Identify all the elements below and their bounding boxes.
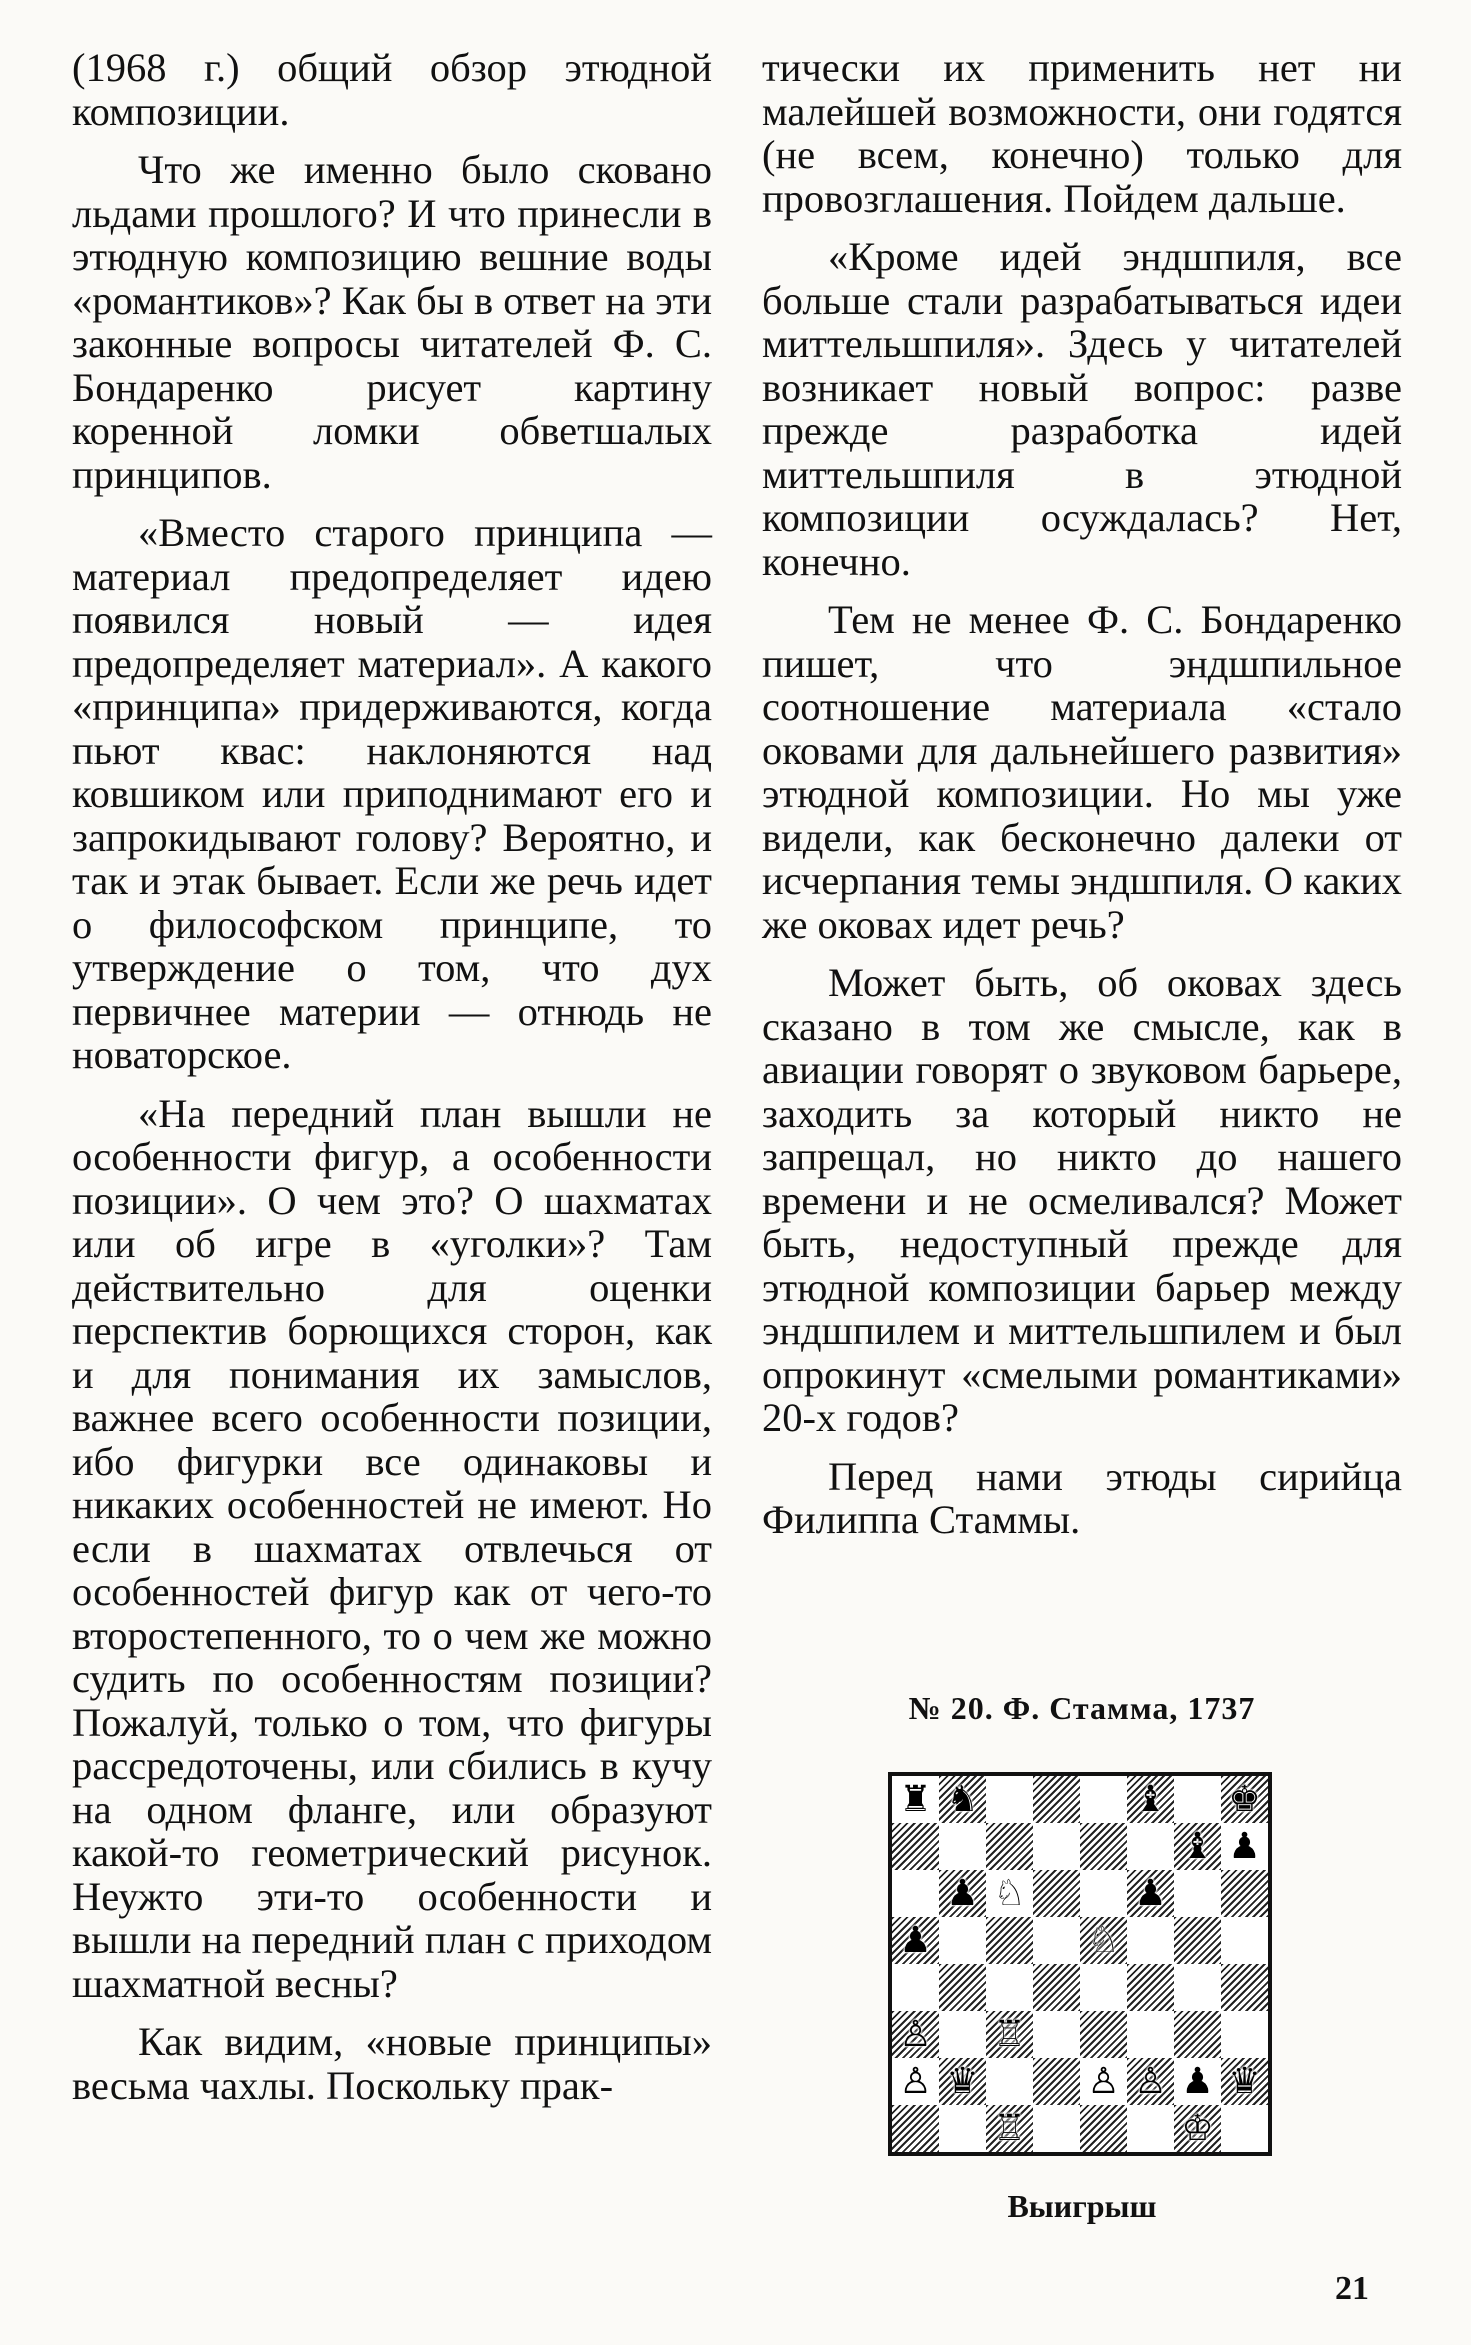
- board-square: [1033, 1917, 1080, 1964]
- board-square: [1080, 1823, 1127, 1870]
- board-square: [986, 2058, 1033, 2105]
- board-square: [1033, 1823, 1080, 1870]
- page-number: 21: [1335, 2270, 1369, 2307]
- paragraph: Перед нами этюды сирийца Филиппа Стаммы.: [762, 1453, 1402, 1542]
- board-square: [1221, 1964, 1268, 2011]
- chess-piece: ♖: [993, 2013, 1026, 2055]
- paragraph: тически их применить нет ни малейшей возможности, они годятся (не всем, конечно) только для провозглашения. Пойдем дальше.: [762, 45, 1402, 221]
- board-square: [1174, 2105, 1221, 2152]
- board-square: [1174, 2011, 1221, 2058]
- chess-piece: ♚: [1228, 1778, 1261, 1820]
- diagram-title: № 20. Ф. Стамма, 1737: [908, 1690, 1256, 1726]
- paragraph: (1968 г.) общий обзор этюдной композиции.: [72, 45, 712, 134]
- paragraph: Тем не менее Ф. С. Бондаренко пишет, что эндшпильное соотношение материала «стало оковами для дальнейшего развития» этюдной композиции. Но мы уже видели, как бесконечно далеки от исчерпания темы эндшпиля. О каких же оковах идет речь?: [762, 597, 1402, 947]
- chess-piece: ♙: [1087, 2060, 1120, 2102]
- board-square: [986, 2105, 1033, 2152]
- board-square: [1174, 2058, 1221, 2105]
- chess-piece: ♖: [993, 2107, 1026, 2149]
- board-square: [892, 2011, 939, 2058]
- board-square: [939, 1964, 986, 2011]
- board-square: [892, 2105, 939, 2152]
- board-square: [1127, 2011, 1174, 2058]
- chess-piece: ♛: [1228, 2060, 1261, 2102]
- board-square: [1127, 2058, 1174, 2105]
- board-square: [986, 1917, 1033, 1964]
- board-square: [1033, 2105, 1080, 2152]
- chess-piece: ♙: [899, 2013, 932, 2055]
- chess-piece: ♞: [946, 1778, 979, 1820]
- chess-piece: ♝: [1181, 1825, 1214, 1867]
- board-square: [1127, 1776, 1174, 1823]
- chess-piece: ♛: [946, 2060, 979, 2102]
- diagram-verdict: Выигрыш: [1007, 2188, 1157, 2224]
- board-square: [939, 1870, 986, 1917]
- paragraph: Может быть, об оковах здесь сказано в том же смысле, как в авиации говорят о звуковом барьере, заходить за который никто не запрещал, но никто до нашего времени и не осмеливался? Может быть, недоступный прежде для этюдной композиции барьер между эндшпилем и миттельшпилем и был опрокинут «смелыми романтиками» 20-х годов?: [762, 960, 1402, 1440]
- board-square: [1127, 1964, 1174, 2011]
- board-square: [892, 1964, 939, 2011]
- chess-piece: ♘: [993, 1872, 1026, 1914]
- board-square: [986, 1964, 1033, 2011]
- board-square: [1080, 2105, 1127, 2152]
- board-square: [986, 1823, 1033, 1870]
- board-square: [939, 2058, 986, 2105]
- board-square: [939, 2011, 986, 2058]
- board-square: [1174, 1917, 1221, 1964]
- board-square: [892, 1776, 939, 1823]
- board-square: [1080, 1964, 1127, 2011]
- chess-diagram: [888, 1772, 1272, 2156]
- board-square: [939, 1776, 986, 1823]
- chess-piece: ♟: [946, 1872, 979, 1914]
- board-square: [1080, 1917, 1127, 1964]
- paragraph: «На передний план вышли не особенности фигур, а особенности позиции». О чем это? О шахматах или об игре в «уголки»? Там действительно для оценки перспектив борющихся сторон, как и для понимания их замыслов, важнее всего особенности позиции, ибо фигурки все одинаковы и никаких особенностей не имеют. Но если в шахматах отвлечься от особенностей фигур как от чего-то второстепенного, то о чем же можно судить по особенностям позиции? Пожалуй, только о том, что фигуры рассредоточены, или сбились в кучу на одном фланге, или образуют какой-то геометрический рисунок. Неужто эти-то особенности и вышли на передний план с приходом шахматной весны?: [72, 1090, 712, 2006]
- board-square: [1080, 2058, 1127, 2105]
- paragraph: «Кроме идей эндшпиля, все больше стали разрабатываться идеи миттельшпиля». Здесь у читателей возникает новый вопрос: разве прежде разработка идей миттельшпиля в этюдной композиции осуждалась? Нет, конечно.: [762, 234, 1402, 584]
- board-square: [1174, 1870, 1221, 1917]
- board-square: [939, 1917, 986, 1964]
- left-column: [72, 46, 712, 2122]
- board-square: [1221, 1823, 1268, 1870]
- board-square: [1221, 1870, 1268, 1917]
- board-square: [1080, 2011, 1127, 2058]
- paragraph: Что же именно было сковано льдами прошлого? И что принесли в этюдную композицию вешние воды «романтиков»? Как бы в ответ на эти законные вопросы читателей Ф. С. Бондаренко рисует картину коренной ломки обветшалых принципов.: [72, 147, 712, 497]
- chess-piece: ♔: [1181, 2107, 1214, 2149]
- paragraph: «Вместо старого принципа — материал предопределяет идею появился новый — идея предопределяет материал». А какого «принципа» придерживаются, когда пьют квас: наклоняются над ковшиком или приподнимают его и запрокидывают голову? Вероятно, и так и этак бывает. Если же речь идет о философском принципе, то утверждение о том, что дух первичнее материи — отнюдь не новаторское.: [72, 510, 712, 1077]
- board-square: [986, 2011, 1033, 2058]
- chess-piece: ♜: [899, 1778, 932, 1820]
- board-square: [1174, 1964, 1221, 2011]
- chess-piece: ♝: [1134, 1778, 1167, 1820]
- board-square: [892, 2058, 939, 2105]
- board-square: [1221, 1776, 1268, 1823]
- chess-piece: ♟: [1228, 1825, 1261, 1867]
- chess-piece: ♟: [899, 1919, 932, 1961]
- chess-piece: ♟: [1181, 2060, 1214, 2102]
- board-square: [1221, 1917, 1268, 1964]
- chess-piece: ♟: [1134, 1872, 1167, 1914]
- board-square: [1221, 2011, 1268, 2058]
- board-square: [892, 1917, 939, 1964]
- board-square: [1033, 1776, 1080, 1823]
- board-square: [1033, 1964, 1080, 2011]
- board-square: [892, 1870, 939, 1917]
- board-square: [1033, 2011, 1080, 2058]
- board-square: [986, 1870, 1033, 1917]
- board-square: [939, 1823, 986, 1870]
- board-square: [986, 1776, 1033, 1823]
- board-square: [1174, 1823, 1221, 1870]
- board-square: [1127, 2105, 1174, 2152]
- board-square: [1080, 1870, 1127, 1917]
- board-square: [1221, 2058, 1268, 2105]
- chess-piece: ♙: [1134, 2060, 1167, 2102]
- board-square: [1127, 1870, 1174, 1917]
- board-square: [1127, 1917, 1174, 1964]
- chess-piece: ♙: [899, 2060, 932, 2102]
- board-square: [1221, 2105, 1268, 2152]
- chess-piece: ♘: [1087, 1919, 1120, 1961]
- board-square: [1174, 1776, 1221, 1823]
- board-square: [1033, 1870, 1080, 1917]
- board-square: [1033, 2058, 1080, 2105]
- board-square: [892, 1823, 939, 1870]
- paragraph: Как видим, «новые принципы» весьма чахлы. Поскольку прак-: [72, 2019, 712, 2108]
- right-column: [762, 46, 1402, 1557]
- board-square: [1080, 1776, 1127, 1823]
- board-square: [939, 2105, 986, 2152]
- board-square: [1127, 1823, 1174, 1870]
